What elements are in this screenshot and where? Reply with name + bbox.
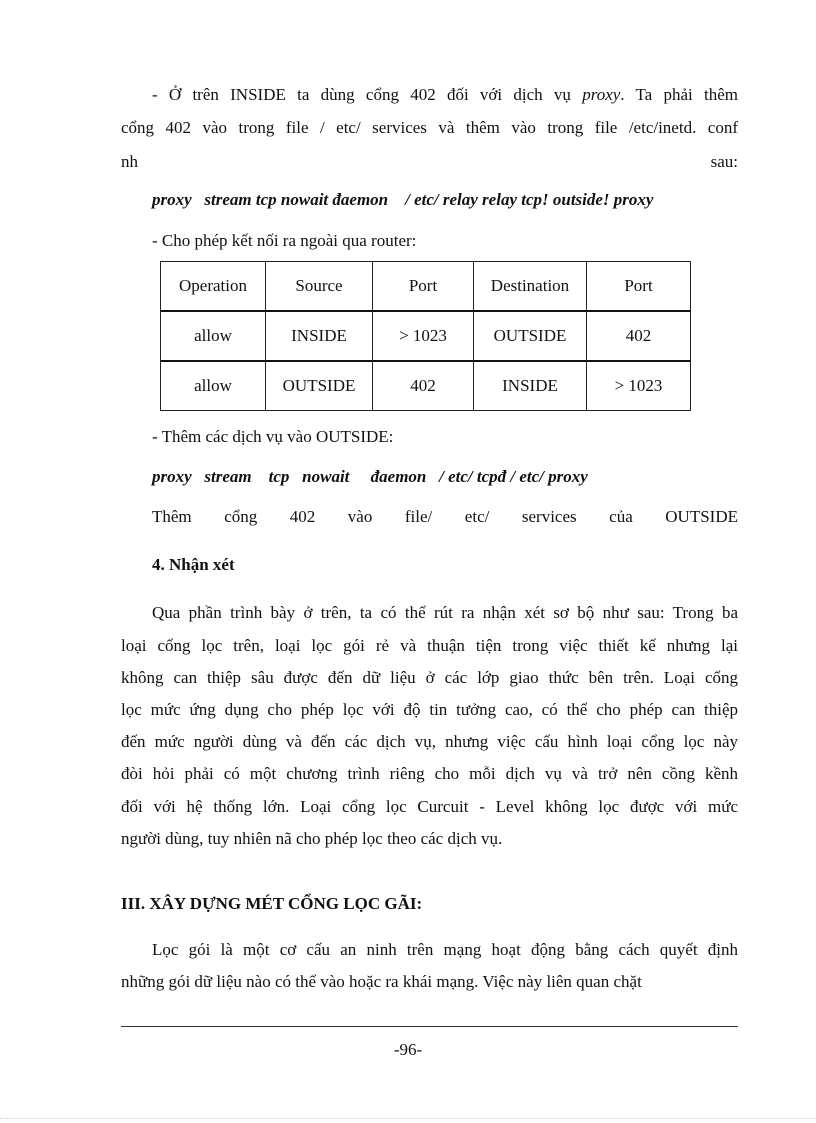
section-3-heading: III. XÂY DỰNG MÉT CỔNG LỌC GÃI: <box>121 894 423 913</box>
section-4-line: Qua phần trình bày ở trên, ta có thể rút ra nhận xét sơ bộ như sau: Trong ba <box>152 603 738 622</box>
section-3-line: Lọc gói là một cơ cấu an ninh trên mạng hoạt động bằng cách quyết định <box>152 940 738 959</box>
router-rules-table <box>160 261 691 411</box>
add-port-line: Thêm cổng 402 vào file/ etc/ services của OUTSIDE <box>152 507 738 526</box>
paragraph-proxy-line-2: cổng 402 vào trong file / etc/ services và thêm vào trong file /etc/inetd. conf <box>121 118 738 137</box>
section-4-line: lọc mức ứng dụng cho phép lọc với độ tin tưởng cao, có thể cho phép can thiệp <box>121 700 738 719</box>
table-cell: allow <box>161 311 266 361</box>
section-4-line: đối với hệ thống lớn. Loại cổng lọc Curcuit - Level không lọc được với mức <box>121 797 738 816</box>
table-header-cell: Port <box>587 262 691 312</box>
table-cell: OUTSIDE <box>474 311 587 361</box>
section-4-line: không can thiệp sâu được đến dữ liệu ở các lớp giao thức bên trên. Loại cổng <box>121 668 738 687</box>
text-run: . Ta phải thêm <box>620 85 738 104</box>
table-cell: INSIDE <box>266 311 373 361</box>
text-nh: nh <box>121 152 138 171</box>
table-header-cell: Destination <box>474 262 587 312</box>
table-cell: 402 <box>373 361 474 411</box>
emphasis-proxy: proxy <box>582 85 621 104</box>
paragraph-proxy-line-1 <box>121 84 738 106</box>
table-cell: allow <box>161 361 266 411</box>
allow-out-intro: - Cho phép kết nối ra ngoài qua router: <box>152 231 417 250</box>
table-row <box>161 361 691 411</box>
add-services-intro: - Thêm các dịch vụ vào OUTSIDE: <box>152 427 394 446</box>
table-header-row <box>161 262 691 312</box>
table-header-cell: Source <box>266 262 373 312</box>
table-header-cell: Operation <box>161 262 266 312</box>
section-4-line: người dùng, tuy nhiên nã cho phép lọc theo các dịch vụ. <box>121 829 503 848</box>
paragraph-proxy-line-3 <box>121 151 738 173</box>
section-4-line: loại cổng lọc trên, loại lọc gói rẻ và thuận tiện trong việc thiết kế nhưng lại <box>121 636 738 655</box>
section-4-line: đến mức người dùng và đến các dịch vụ, nhưng việc cấu hình loại cổng lọc này <box>121 732 738 751</box>
section-4-line: đòi hỏi phải có một chương trình riêng cho mỗi dịch vụ và trở nên cồng kềnh <box>121 764 738 783</box>
table-cell: > 1023 <box>373 311 474 361</box>
table-cell: > 1023 <box>587 361 691 411</box>
table-cell: OUTSIDE <box>266 361 373 411</box>
footer-divider <box>121 1026 738 1027</box>
table-row <box>161 311 691 361</box>
section-4-heading: 4. Nhận xét <box>152 555 235 574</box>
section-3-line: những gói dữ liệu nào có thể vào hoặc ra khái mạng. Việc này liên quan chặt <box>121 972 642 991</box>
table-cell: 402 <box>587 311 691 361</box>
page-number: -96- <box>393 1040 423 1059</box>
table-cell: INSIDE <box>474 361 587 411</box>
code-line-relay: proxy stream tcp nowait đaemon / etc/ relay relay tcp! outside! proxy <box>152 190 654 209</box>
page-edge-divider <box>0 1118 816 1119</box>
table-header-cell: Port <box>373 262 474 312</box>
text-sau: sau: <box>710 152 738 171</box>
code-line-tcpd: proxy stream tcp nowait đaemon / etc/ tcpđ / etc/ proxy <box>152 467 588 486</box>
text-run: - Ở trên INSIDE ta dùng cổng 402 đối với dịch vụ <box>152 85 583 104</box>
